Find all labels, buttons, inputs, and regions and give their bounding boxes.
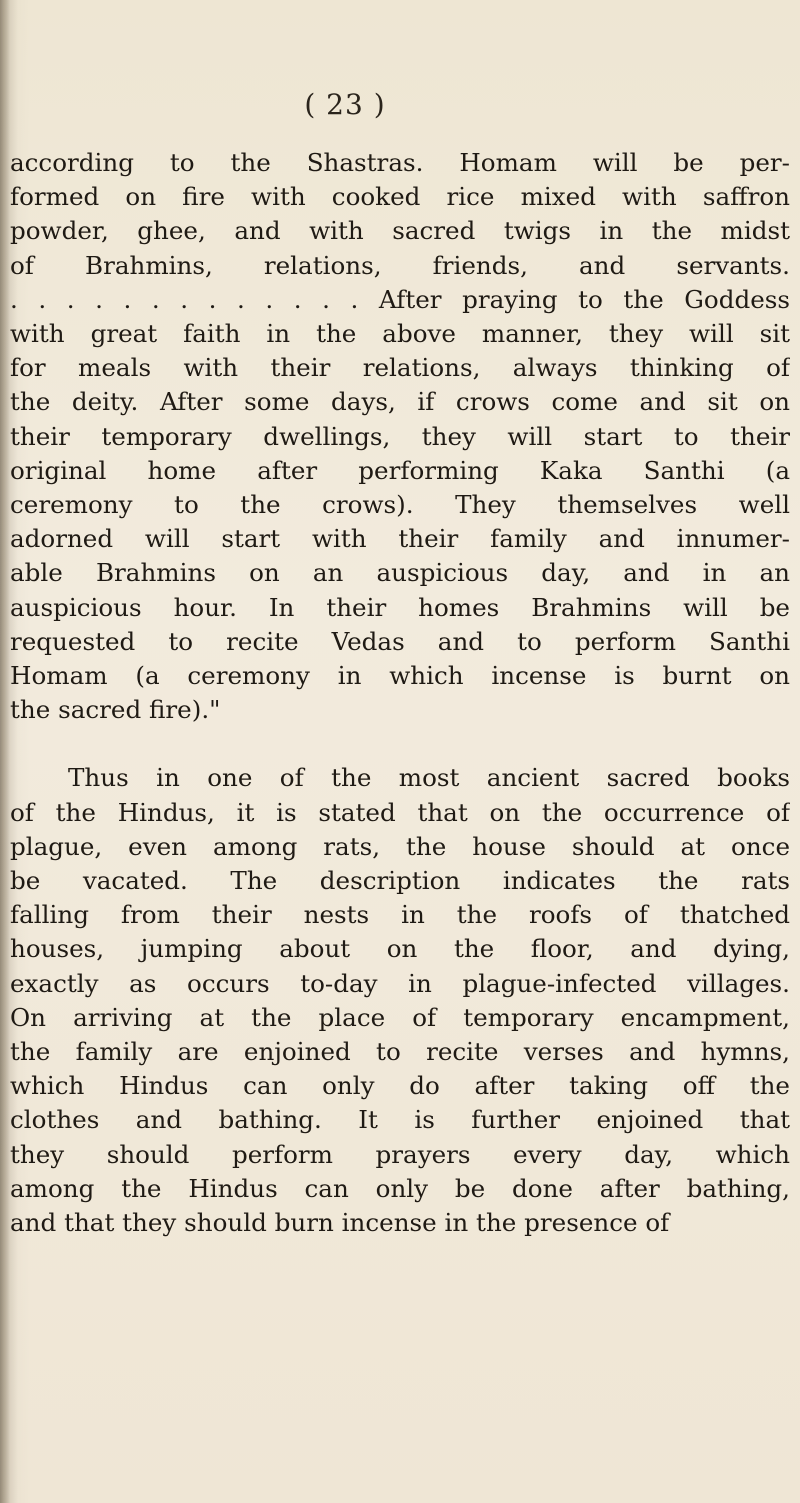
paragraph-gap [10, 727, 790, 761]
text-line: able Brahmins on an auspicious day, and in an [10, 558, 790, 588]
text-line: . . . . . . . . . . . . . After praying to the Goddess [10, 284, 790, 314]
text-line: the sacred fire)." [10, 695, 221, 725]
text-line: the family are enjoined to recite verses and hymns, [10, 1037, 790, 1067]
text-line: falling from their nests in the roofs of thatched [10, 900, 790, 930]
text-line: their temporary dwellings, they will start to their [10, 421, 790, 451]
text-line: adorned will start with their family and innumer- [10, 524, 790, 554]
body-text [10, 146, 790, 1240]
text-line: On arriving at the place of temporary encampment, [10, 1002, 790, 1032]
paragraph-2 [10, 761, 790, 1240]
text-line: formed on fire with cooked rice mixed with saffron [10, 182, 790, 212]
text-line: requested to recite Vedas and to perform Santhi [10, 626, 790, 656]
text-line: Thus in one of the most ancient sacred books [68, 763, 790, 793]
text-line: among the Hindus can only be done after bathing, [10, 1173, 790, 1203]
text-line: Homam (a ceremony in which incense is burnt on [10, 661, 790, 691]
text-line: for meals with their relations, always thinking of [10, 353, 790, 383]
text-line: be vacated. The description indicates the rats [10, 866, 790, 896]
text-line: according to the Shastras. Homam will be per- [10, 148, 790, 177]
text-line: exactly as occurs to-day in plague-infected villages. [10, 968, 790, 998]
text-line: powder, ghee, and with sacred twigs in the midst [10, 216, 790, 246]
text-line: ceremony to the crows). They themselves well [10, 490, 790, 520]
text-line: of the Hindus, it is stated that on the occurrence of [10, 797, 790, 827]
paragraph-1 [10, 146, 790, 727]
binding-shadow [0, 0, 10, 1503]
text-line: plague, even among rats, the house should at once [10, 831, 790, 861]
text-line: auspicious hour. In their homes Brahmins will be [10, 592, 790, 622]
text-line: with great faith in the above manner, they will sit [10, 319, 790, 349]
text-line: houses, jumping about on the floor, and dying, [10, 934, 790, 964]
text-line: clothes and bathing. It is further enjoined that [10, 1105, 790, 1135]
text-line: and that they should burn incense in the presence of [10, 1208, 670, 1238]
text-line: the deity. After some days, if crows come and sit on [10, 387, 790, 417]
text-line: they should perform prayers every day, which [10, 1139, 790, 1169]
text-line: of Brahmins, relations, friends, and servants. [10, 250, 790, 280]
text-line: which Hindus can only do after taking off the [10, 1071, 790, 1101]
text-line: original home after performing Kaka Santhi (a [10, 455, 790, 485]
page-number: ( 23 ) [304, 88, 386, 121]
